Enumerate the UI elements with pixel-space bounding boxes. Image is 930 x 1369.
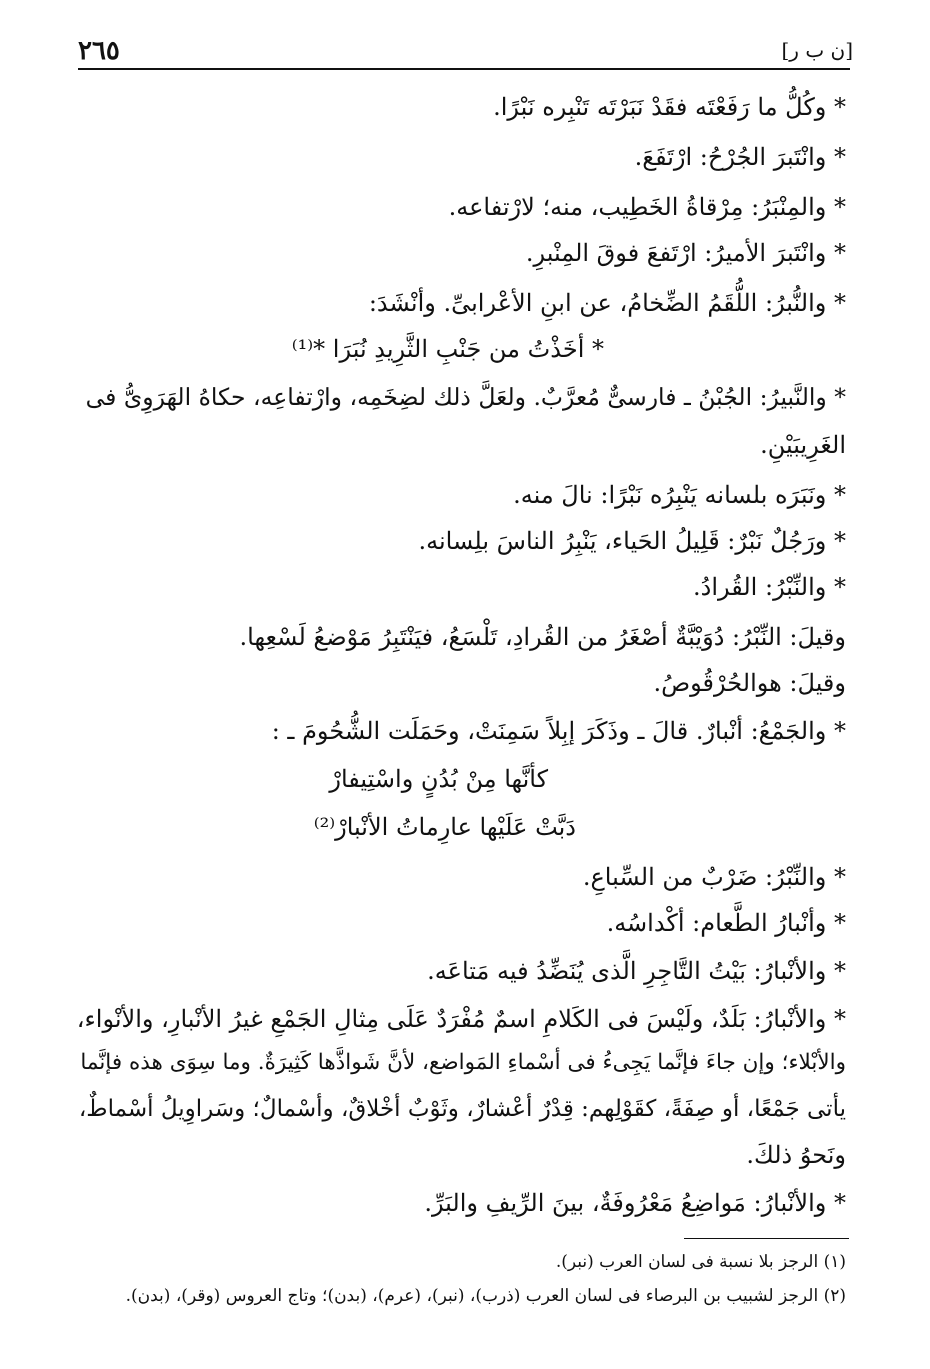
header-rule	[78, 68, 850, 70]
entry-line: * والأنْبارُ: بَيْتُ التَّاجِرِ الَّذى يُنَضِّدُ فيه مَتاعَه.	[427, 957, 846, 985]
entry-line: * والنُّبرُ: اللُّقَمُ الضِّخامُ، عن ابنِ الأعْرابىِّ. وأنْشَدَ:	[368, 289, 846, 317]
entry-line: الغَرِيبَيْنِ.	[760, 431, 846, 459]
entry-line: ونَحوُ ذلكَ.	[746, 1141, 846, 1169]
entry-line: وقيلَ: النِّبْرُ: دُوَيْبَّةٌ أصْغَرُ من القُرادِ، تَلْسَعُ، فيَنْتَبِرُ مَوْضعُ لَسْعِها.	[239, 623, 846, 651]
entry-line: * والمِنْبَرُ: مِرْقاةُ الخَطِيب، منه؛ لارْتفاعه.	[448, 193, 846, 221]
entry-line: * ونَبَرَه بلسانه يَنْبِرُه نَبْرًا: نالَ منه.	[513, 481, 846, 509]
entry-line: * والنِّبْرُ: ضَرْبٌ من السِّباعِ.	[582, 863, 846, 891]
footnote-rule	[684, 1238, 849, 1239]
entry-line: * والأنْبارُ: مَواضِعُ مَعْرُوفَةٌ، بينَ الرِّيفِ والبَرِّ.	[424, 1189, 846, 1217]
entry-line: * وكُلُّ ما رَفَعْتَه فقَدْ نَبَرْتَه تَنْبِره نَبْرًا.	[493, 93, 846, 121]
verse-line: * أخَذْتُ من جَنْبِ الثَّرِيدِ نُبَرَا *⁽¹⁾	[291, 335, 604, 363]
entry-line: * والجَمْعُ: أنْبارٌ. قالَ ـ وذَكَرَ إبِلاً سَمِنَتْ، وحَمَلَت الشُّحُومَ ـ :	[271, 717, 846, 745]
entry-line: * ورَجُلٌ نَبْرٌ: قَلِيلُ الحَياء، يَنْبِرُ الناسَ بلِسانه.	[418, 527, 846, 555]
entry-line: والأبْلاء؛ وإن جاءَ فإنَّما يَجِىءُ فى أسْماءِ المَواضع، لأنَّ شَواذَّها كَثِيرَةٌ. وما سِوَى هذه فإنَّما	[80, 1050, 846, 1075]
entry-line: * وانْتَبرَ الجُرْحُ: ارْتَفَعَ.	[634, 143, 846, 171]
footnote: (٢) الرجز لشبيب بن البرصاء فى لسان العرب (ذرب)، (نبر)، (عرم)، (بدن)؛ وتاج العروس (وقر)، (بدن).	[125, 1286, 846, 1306]
page-number: ٢٦٥	[78, 36, 120, 66]
verse-line: كأنَّها مِنْ بُدُنٍ واسْتِيفارْ	[329, 765, 548, 793]
verse-line: دَبَّتْ عَلَيْها عارِماتُ الأنْبارْ⁽²⁾	[313, 813, 576, 841]
entry-line: يأتى جَمْعًا، أو صِفَةً، كقَوْلِهم: قِدْرٌ أعْشارٌ، وثَوْبٌ أخْلاقٌ، وأسْمالٌ؛ وسَراوِيلُ أسْماطٌ،	[78, 1096, 846, 1122]
entry-line: * وأنْبارُ الطَّعام: أكْداسُه.	[606, 909, 846, 937]
entry-line: * والنَّبيرُ: الجُبْنُ ـ فارسىٌّ مُعرَّبٌ. ولعَلَّ ذلك لضِخَمِه، وارْتفاعِه، حكاهُ الهَرَوِىُّ فى	[85, 383, 846, 411]
root-label: [ن ب ر]	[781, 38, 853, 62]
entry-line: * والأنْبارُ: بَلَدٌ، ولَيْسَ فى الكَلامِ اسمٌ مُفْرَدٌ عَلَى مِثالِ الجَمْعِ غيرُ الأنْبارِ، والأنْواء،	[76, 1005, 846, 1033]
footnote: (١) الرجز بلا نسبة فى لسان العرب (نبر).	[555, 1252, 846, 1272]
page-header	[78, 28, 853, 68]
entry-line: وقيلَ: هوالحُرْقُوصُ.	[653, 669, 846, 697]
entry-line: * وانْتَبرَ الأميرُ: ارْتَفعَ فوقَ المِنْبرِ.	[525, 239, 846, 267]
entry-line: * والنِّبْرُ: القُرادُ.	[693, 573, 846, 601]
